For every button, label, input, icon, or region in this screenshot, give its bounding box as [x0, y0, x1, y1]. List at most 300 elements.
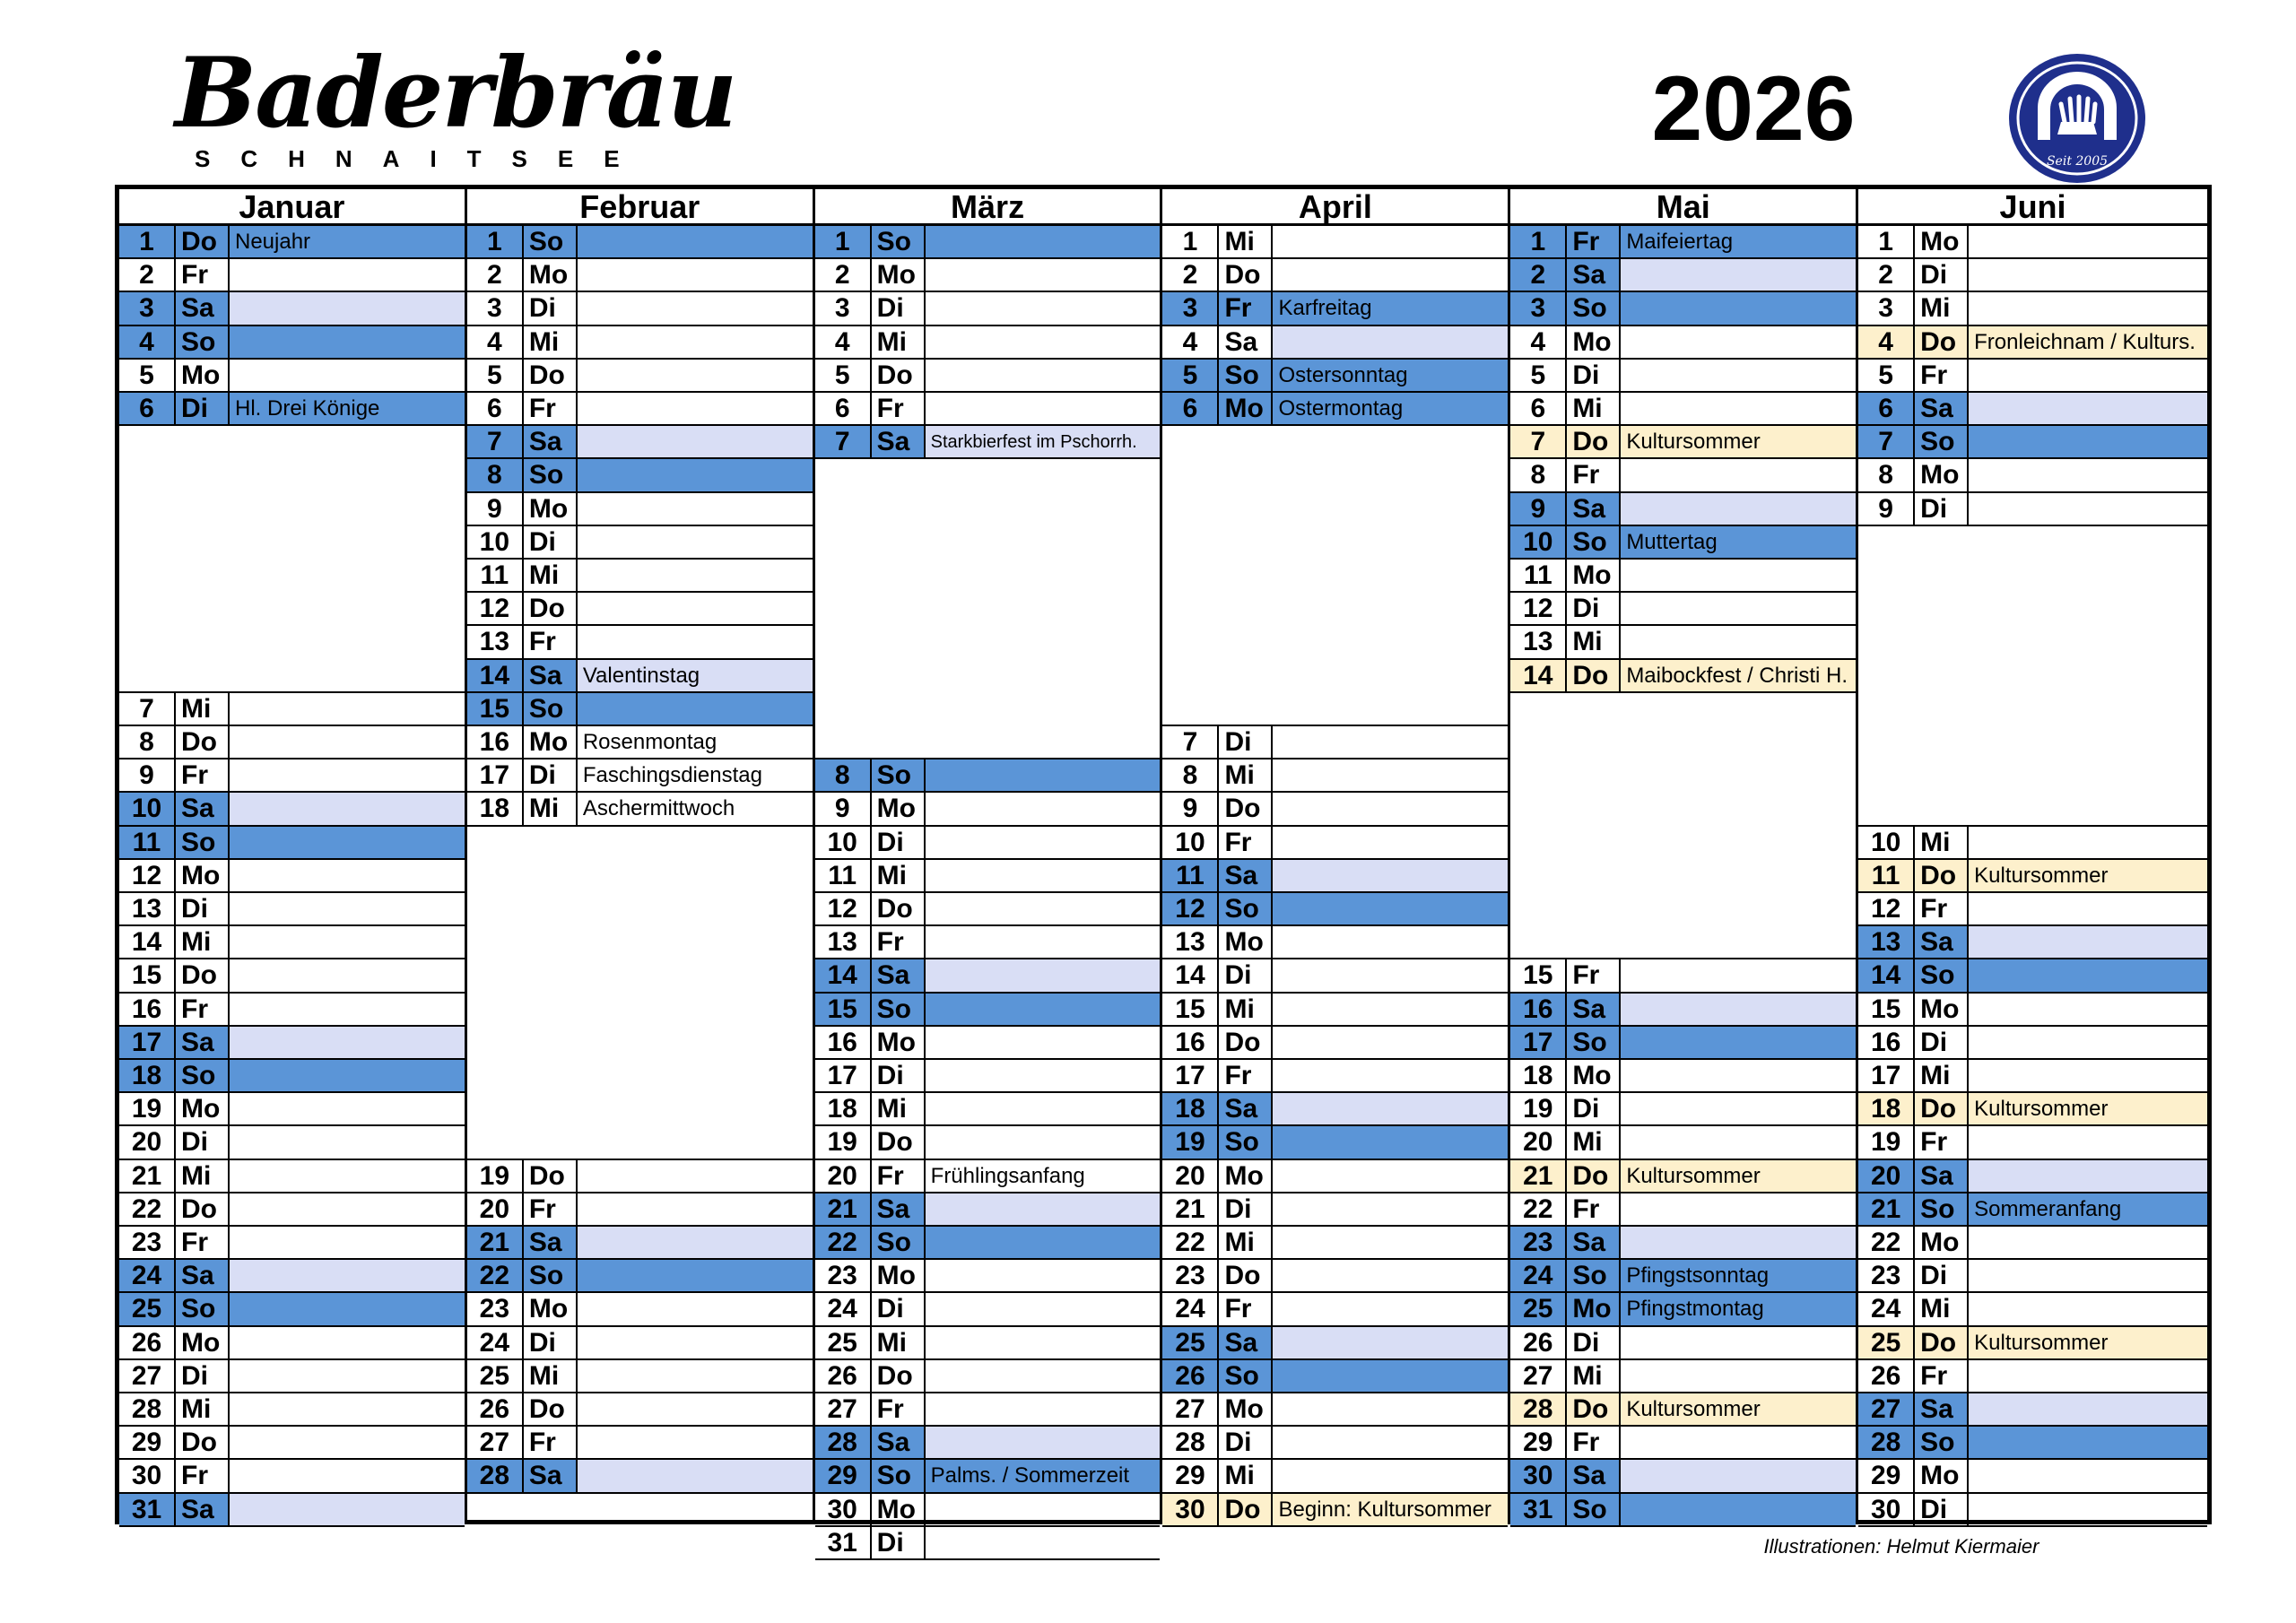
day-row: [119, 793, 465, 826]
weekday: Fr: [1567, 459, 1621, 490]
day-note: Kultursommer: [1969, 1327, 2207, 1358]
day-number: 14: [467, 660, 524, 691]
day-row: [1858, 1427, 2207, 1460]
weekday: Mo: [1915, 1460, 1969, 1491]
day-row: [815, 226, 1161, 259]
day-number: 26: [815, 1360, 872, 1392]
day-number: 13: [467, 626, 524, 657]
day-note: [578, 1393, 813, 1425]
day-number: 10: [1858, 827, 1915, 858]
day-number: 26: [1162, 1360, 1219, 1392]
day-number: 8: [119, 726, 176, 758]
day-note: [1273, 1360, 1508, 1392]
brewery-emblem-icon: [2007, 52, 2147, 185]
day-row: [1510, 994, 1856, 1027]
day-row: [1510, 1060, 1856, 1093]
day-note: [1969, 1293, 2207, 1324]
day-row: [119, 1293, 465, 1326]
day-row: [1162, 759, 1508, 793]
day-note: [926, 827, 1161, 858]
weekday: Mo: [1219, 926, 1273, 958]
day-row: [467, 726, 813, 759]
weekday: Di: [524, 526, 578, 558]
day-row: [815, 1227, 1161, 1260]
day-number: 5: [815, 360, 872, 391]
day-row: [815, 1360, 1161, 1393]
day-row: [1510, 259, 1856, 292]
day-number: 23: [1510, 1227, 1567, 1258]
day-number: 3: [467, 292, 524, 324]
day-row: [1858, 1126, 2207, 1159]
day-number: 28: [467, 1460, 524, 1491]
day-note: [1621, 360, 1856, 391]
day-note: Palms. / Sommerzeit: [926, 1460, 1161, 1491]
day-row: [467, 226, 813, 259]
day-number: 26: [1510, 1327, 1567, 1358]
day-note: Rosenmontag: [582, 730, 718, 754]
day-row: [815, 1527, 1161, 1560]
weekday: So: [1219, 360, 1273, 391]
day-note: [578, 226, 813, 257]
day-number: 29: [1858, 1460, 1915, 1491]
illustration-credit: Illustrationen: Helmut Kiermaier: [1763, 1535, 2039, 1558]
day-row: [119, 1360, 465, 1393]
month-column: [1162, 188, 1510, 1524]
day-note: [230, 1393, 465, 1425]
day-note: Sommeranfang: [1969, 1193, 2207, 1225]
day-number: 4: [1510, 326, 1567, 358]
month-column: [467, 189, 815, 1520]
day-number: 11: [467, 560, 524, 591]
day-note: [1969, 926, 2207, 958]
day-note: [1621, 626, 1856, 657]
weekday: Mi: [1219, 226, 1273, 257]
day-row: [1162, 1126, 1508, 1159]
day-number: 6: [1510, 393, 1567, 424]
day-note: [578, 626, 813, 657]
day-row: [119, 1227, 465, 1260]
day-note: [578, 393, 813, 424]
day-note: Kultursommer: [1621, 426, 1856, 457]
weekday: Sa: [176, 1494, 230, 1525]
day-number: 30: [119, 1460, 176, 1491]
day-note: Pfingstmontag: [1621, 1293, 1856, 1324]
day-note: [1273, 1393, 1508, 1425]
month-days: [1162, 226, 1508, 1524]
day-row: [1162, 326, 1508, 360]
day-row: [815, 360, 1161, 393]
day-number: 25: [119, 1293, 176, 1324]
day-number: 10: [1510, 526, 1567, 558]
illustration-area: [1858, 526, 2207, 827]
day-number: 5: [467, 360, 524, 391]
day-number: 26: [467, 1393, 524, 1425]
weekday: Fr: [1915, 360, 1969, 391]
day-note: [578, 1427, 813, 1458]
day-note: [230, 1460, 465, 1491]
day-note: [1621, 1427, 1856, 1458]
day-row: [1510, 393, 1856, 426]
day-note: [230, 959, 465, 991]
day-number: 21: [1858, 1193, 1915, 1225]
day-note: Maibockfest / Christi H.: [1621, 660, 1856, 691]
day-note: [230, 860, 465, 891]
brand-name: Baderbräu: [175, 37, 736, 150]
day-row: [1858, 360, 2207, 393]
weekday: Mo: [872, 793, 926, 824]
day-number: 15: [119, 959, 176, 991]
day-note: [1621, 1027, 1856, 1058]
day-row: [467, 292, 813, 325]
day-row: [1510, 493, 1856, 526]
day-number: 11: [1858, 860, 1915, 891]
weekday: Fr: [1567, 959, 1621, 991]
weekday: Mi: [1219, 1227, 1273, 1258]
day-number: 15: [467, 693, 524, 725]
day-note: [926, 793, 1161, 824]
weekday: Di: [1567, 1327, 1621, 1358]
day-note: [926, 1027, 1161, 1058]
day-note: [578, 426, 813, 457]
weekday: Mi: [872, 1327, 926, 1358]
weekday: Mo: [176, 1093, 230, 1124]
day-note: Frühlingsanfang: [930, 1163, 1085, 1188]
day-note: [1969, 1027, 2207, 1058]
weekday: Fr: [176, 1227, 230, 1258]
day-number: 15: [1510, 959, 1567, 991]
weekday: Do: [1915, 1327, 1969, 1358]
weekday: So: [1567, 1260, 1621, 1291]
day-row: [1510, 1293, 1856, 1326]
day-note: Muttertag: [1621, 526, 1856, 558]
day-row: [1858, 1093, 2207, 1126]
day-number: 14: [1510, 660, 1567, 691]
day-number: 16: [119, 994, 176, 1025]
month-name: Februar: [467, 189, 813, 226]
weekday: Mo: [1219, 1393, 1273, 1425]
weekday: Mo: [1915, 1227, 1969, 1258]
day-note: [578, 1293, 813, 1324]
weekday: Mo: [1219, 1160, 1273, 1192]
day-number: 17: [1162, 1060, 1219, 1091]
weekday: Do: [524, 360, 578, 391]
day-number: 2: [119, 259, 176, 291]
day-row: [1510, 326, 1856, 360]
weekday: Di: [176, 393, 230, 424]
weekday: Do: [872, 360, 926, 391]
weekday: Fr: [1219, 1293, 1273, 1324]
calendar-year: 2026: [1651, 57, 1856, 160]
day-note: [230, 326, 465, 358]
weekday: Fr: [176, 259, 230, 291]
weekday: Mo: [1567, 1060, 1621, 1091]
weekday: So: [1567, 1027, 1621, 1058]
day-number: 4: [1858, 326, 1915, 358]
day-row: [119, 1093, 465, 1126]
day-row: [1858, 1327, 2207, 1360]
day-row: [119, 259, 465, 292]
day-number: 7: [119, 693, 176, 725]
weekday: So: [1915, 1427, 1969, 1458]
day-number: 7: [467, 426, 524, 457]
day-number: 3: [815, 292, 872, 324]
weekday: So: [872, 226, 926, 257]
weekday: Fr: [1219, 1060, 1273, 1091]
weekday: Mi: [524, 326, 578, 358]
day-number: 17: [467, 759, 524, 791]
weekday: Do: [176, 959, 230, 991]
day-note: [1969, 827, 2207, 858]
month-column: [815, 188, 1163, 1558]
weekday: Sa: [1219, 860, 1273, 891]
day-number: 16: [815, 1027, 872, 1058]
day-row: [1162, 226, 1508, 259]
weekday: Fr: [1219, 827, 1273, 858]
illustration-area: [119, 426, 465, 693]
weekday: Fr: [524, 1193, 578, 1225]
day-row: [815, 1393, 1161, 1427]
day-number: 25: [815, 1327, 872, 1358]
day-row: [467, 326, 813, 360]
day-row: [1858, 426, 2207, 459]
weekday: Do: [1567, 426, 1621, 457]
day-row: [1162, 860, 1508, 893]
day-number: 19: [1858, 1126, 1915, 1158]
weekday: Mi: [872, 860, 926, 891]
day-note: [1273, 793, 1508, 824]
weekday: Sa: [1915, 926, 1969, 958]
day-row: [467, 526, 813, 560]
day-row: [1858, 493, 2207, 526]
day-number: 19: [815, 1126, 872, 1158]
day-row: [1162, 1427, 1508, 1460]
day-row: [1510, 1227, 1856, 1260]
day-note: [1621, 1327, 1856, 1358]
day-note: [578, 493, 813, 525]
day-row: [815, 1193, 1161, 1227]
day-note: [578, 526, 813, 558]
weekday: So: [176, 827, 230, 858]
day-row: [467, 360, 813, 393]
day-number: 17: [1858, 1060, 1915, 1091]
day-row: [467, 1293, 813, 1326]
day-note: [578, 1260, 813, 1291]
day-note: [1621, 326, 1856, 358]
day-row: [815, 1027, 1161, 1060]
weekday: So: [176, 326, 230, 358]
day-row: [1510, 360, 1856, 393]
day-note: Kultursommer: [1621, 1160, 1856, 1192]
weekday: So: [1567, 1494, 1621, 1525]
day-row: [467, 259, 813, 292]
day-row: [1510, 660, 1856, 693]
day-note: [1273, 1293, 1508, 1324]
day-note: [230, 360, 465, 391]
month-days: [467, 226, 813, 1520]
weekday: Sa: [1915, 393, 1969, 424]
day-row: [1858, 959, 2207, 993]
day-note: [1621, 1227, 1856, 1258]
day-note: [230, 1060, 465, 1091]
day-row: [1162, 959, 1508, 993]
weekday: Mo: [1915, 459, 1969, 490]
day-note: [1621, 259, 1856, 291]
day-number: 3: [1858, 292, 1915, 324]
day-number: 23: [467, 1293, 524, 1324]
day-row: [119, 326, 465, 360]
day-number: 7: [815, 426, 872, 457]
day-row: [815, 1093, 1161, 1126]
weekday: Do: [524, 1160, 578, 1192]
day-number: 29: [815, 1460, 872, 1491]
day-number: 22: [1162, 1227, 1219, 1258]
weekday: Mi: [176, 1393, 230, 1425]
day-note: [230, 693, 465, 725]
day-note: [1273, 326, 1508, 358]
day-note: [1273, 1027, 1508, 1058]
weekday: Mo: [872, 259, 926, 291]
day-note: [230, 726, 465, 758]
weekday: Mi: [872, 1093, 926, 1124]
weekday: So: [1915, 426, 1969, 457]
day-number: 27: [815, 1393, 872, 1425]
day-number: 7: [1162, 726, 1219, 758]
day-number: 8: [815, 759, 872, 791]
weekday: So: [1219, 1360, 1273, 1392]
day-note: [230, 1494, 465, 1525]
day-row: [119, 1494, 465, 1527]
day-note: Aschermittwoch: [582, 796, 735, 821]
day-note: [1969, 959, 2207, 991]
weekday: So: [524, 1260, 578, 1291]
day-row: [467, 1393, 813, 1427]
weekday: Sa: [872, 1427, 926, 1458]
day-number: 5: [119, 360, 176, 391]
weekday: Di: [524, 292, 578, 324]
day-note: Karfreitag: [1273, 292, 1508, 324]
day-row: [815, 1160, 1161, 1193]
weekday: Fr: [176, 1460, 230, 1491]
day-row: [1858, 259, 2207, 292]
weekday: Di: [1567, 1093, 1621, 1124]
weekday: Mo: [872, 1260, 926, 1291]
weekday: Sa: [1567, 259, 1621, 291]
day-row: [815, 1327, 1161, 1360]
weekday: Di: [1567, 360, 1621, 391]
day-row: [1858, 226, 2207, 259]
day-number: 23: [1162, 1260, 1219, 1291]
weekday: Do: [176, 226, 230, 257]
day-row: [119, 1027, 465, 1060]
day-note: [230, 1260, 465, 1291]
day-row: [1162, 393, 1508, 426]
day-note: [926, 226, 1161, 257]
day-row: [1510, 459, 1856, 492]
weekday: Di: [1915, 259, 1969, 291]
day-note: [1969, 1460, 2207, 1491]
day-row: [815, 860, 1161, 893]
day-row: [1858, 326, 2207, 360]
day-note: [1273, 1260, 1508, 1291]
weekday: Sa: [1219, 1327, 1273, 1358]
day-note: [230, 1360, 465, 1392]
day-number: 2: [1858, 259, 1915, 291]
month-days: [1858, 226, 2207, 1524]
weekday: So: [872, 994, 926, 1025]
day-row: [1858, 1193, 2207, 1227]
day-number: 10: [119, 793, 176, 824]
day-note: [1273, 1093, 1508, 1124]
day-note: [1969, 426, 2207, 457]
day-number: 5: [1162, 360, 1219, 391]
day-number: 22: [1510, 1193, 1567, 1225]
day-note: [230, 893, 465, 924]
weekday: Di: [1567, 593, 1621, 624]
day-row: [1162, 1160, 1508, 1193]
day-number: 9: [467, 493, 524, 525]
weekday: Mo: [524, 726, 578, 758]
day-number: 23: [1858, 1260, 1915, 1291]
weekday: Sa: [524, 1460, 578, 1491]
day-number: 16: [1858, 1027, 1915, 1058]
day-number: 12: [1162, 893, 1219, 924]
day-note: [230, 259, 465, 291]
day-number: 1: [119, 226, 176, 257]
day-number: 10: [815, 827, 872, 858]
day-row: [815, 1460, 1161, 1493]
day-row: [1510, 226, 1856, 259]
day-note: Pfingstsonntag: [1621, 1260, 1856, 1291]
day-number: 1: [1510, 226, 1567, 257]
month-column: [1510, 188, 1858, 1524]
day-row: [815, 1427, 1161, 1460]
day-note: [1969, 1126, 2207, 1158]
day-note: [926, 1060, 1161, 1091]
day-number: 28: [1858, 1427, 1915, 1458]
day-number: 19: [1510, 1093, 1567, 1124]
day-row: [1162, 292, 1508, 325]
day-number: 29: [119, 1427, 176, 1458]
day-note: [1969, 1494, 2207, 1525]
day-note: Fronleichnam / Kulturs.: [1969, 326, 2207, 358]
month-days: [815, 226, 1161, 1558]
day-row: [815, 326, 1161, 360]
day-note: [578, 693, 813, 725]
day-note: [578, 560, 813, 591]
day-note: [1273, 994, 1508, 1025]
weekday: Do: [1567, 1160, 1621, 1192]
day-note: Neujahr: [230, 226, 465, 257]
weekday: Di: [872, 1293, 926, 1324]
illustration-area: [1162, 426, 1508, 726]
day-note: [926, 360, 1161, 391]
weekday: Fr: [872, 926, 926, 958]
day-note: [578, 292, 813, 324]
weekday: So: [872, 1227, 926, 1258]
day-note: [1621, 1460, 1856, 1491]
day-number: 28: [815, 1427, 872, 1458]
weekday: Sa: [1567, 1227, 1621, 1258]
day-row: [1858, 1460, 2207, 1493]
day-note: [1273, 1460, 1508, 1491]
day-note: [230, 1126, 465, 1158]
day-note: [1969, 1260, 2207, 1291]
day-number: 8: [467, 459, 524, 490]
day-row: [467, 493, 813, 526]
day-number: 27: [119, 1360, 176, 1392]
weekday: Di: [176, 1126, 230, 1158]
day-note: [1969, 1427, 2207, 1458]
